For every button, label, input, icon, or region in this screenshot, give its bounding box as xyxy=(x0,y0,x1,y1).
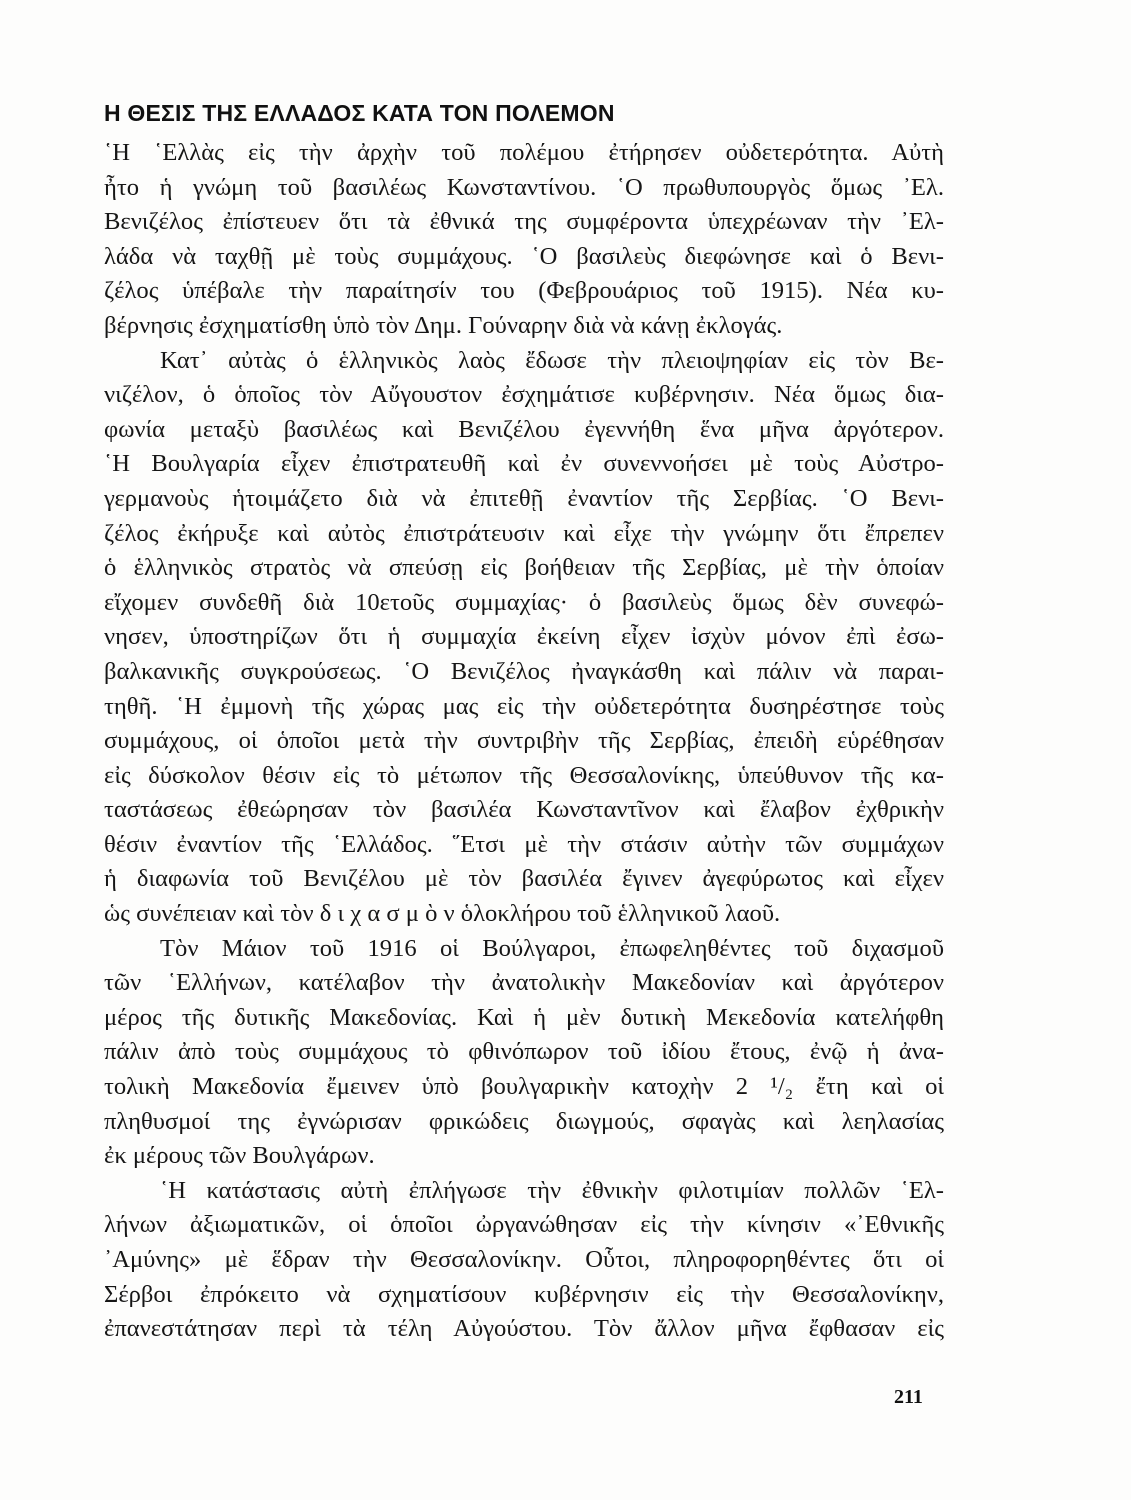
text-line: ῾Η κατάστασις αὐτὴ ἐπλήγωσε τὴν ἐθνικὴν φιλοτιμίαν πολλῶν ῾Ελ- xyxy=(160,1176,944,1204)
text-line: ἐκ μέρους τῶν Βουλγάρων. xyxy=(104,1142,375,1170)
text-line: τολικὴ Μακεδονία ἔμεινεν ὑπὸ βουλγαρικὴν κατοχὴν 2 ¹/₂ ἔτη καὶ οἱ xyxy=(104,1073,944,1101)
page-number: 211 xyxy=(894,1386,923,1408)
text-line: ἐπανεστάτησαν περὶ τὰ τέλη Αὐγούστου. Τὸν ἄλλον μῆνα ἔφθασαν εἰς xyxy=(104,1315,944,1343)
text-line: πληθυσμοί της ἐγνώρισαν φρικώδεις διωγμούς, σφαγὰς καὶ λεηλασίας xyxy=(104,1107,944,1135)
text-line: ὡς συνέπειαν καὶ τὸν δ ι χ α σ μ ὸ ν ὁλοκλήρου τοῦ ἑλληνικοῦ λαοῦ. xyxy=(104,900,781,928)
text-line: φωνία μεταξὺ βασιλέως καὶ Βενιζέλου ἐγεννήθη ἕνα μῆνα ἀργότερον. xyxy=(104,415,944,443)
text-line: ἦτο ἡ γνώμη τοῦ βασιλέως Κωνσταντίνου. ῾Ο πρωθυπουργὸς ὅμως ᾿Ελ. xyxy=(104,173,944,201)
text-line: εἴχομεν συνδεθῆ διὰ 10ετοῦς συμμαχίας· ὁ βασιλεὺς ὅμως δὲν συνεφώ- xyxy=(104,588,944,616)
body-text xyxy=(104,136,944,1347)
text-line: συμμάχους, οἱ ὁποῖοι μετὰ τὴν συντριβὴν τῆς Σερβίας, ἐπειδὴ εὑρέθησαν xyxy=(104,727,944,755)
text-line: λάδα νὰ ταχθῇ μὲ τοὺς συμμάχους. ῾Ο βασιλεὺς διεφώνησε καὶ ὁ Βενι- xyxy=(104,242,944,270)
text-line: ταστάσεως ἐθεώρησαν τὸν βασιλέα Κωνσταντῖνον καὶ ἔλαβον ἐχθρικὴν xyxy=(104,796,944,824)
section-heading: Η ΘΕΣΙΣ ΤΗΣ ΕΛΛΑΔΟΣ ΚΑΤΑ ΤΟΝ ΠΟΛΕΜΟΝ xyxy=(104,100,615,126)
text-line: ζέλος ὑπέβαλε τὴν παραίτησίν του (Φεβρουάριος τοῦ 1915). Νέα κυ- xyxy=(104,277,944,305)
text-line: Τὸν Μάιον τοῦ 1916 οἱ Βούλγαροι, ἐπωφεληθέντες τοῦ διχασμοῦ xyxy=(160,934,944,962)
text-line: βέρνησις ἐσχηματίσθη ὑπὸ τὸν Δημ. Γούναρην διὰ νὰ κάνῃ ἐκλογάς. xyxy=(104,311,783,339)
text-line: λήνων ἀξιωματικῶν, οἱ ὁποῖοι ὠργανώθησαν εἰς τὴν κίνησιν «᾿Εθνικῆς xyxy=(104,1211,944,1239)
text-line: τῶν ῾Ελλήνων, κατέλαβον τὴν ἀνατολικὴν Μακεδονίαν καὶ ἀργότερον xyxy=(104,969,944,997)
text-line: πάλιν ἀπὸ τοὺς συμμάχους τὸ φθινόπωρον τοῦ ἰδίου ἔτους, ἐνῷ ἡ ἀνα- xyxy=(104,1038,944,1066)
text-line: ὁ ἑλληνικὸς στρατὸς νὰ σπεύσῃ εἰς βοήθειαν τῆς Σερβίας, μὲ τὴν ὁποίαν xyxy=(104,554,944,582)
text-line: ῾Η ῾Ελλὰς εἰς τὴν ἀρχὴν τοῦ πολέμου ἐτήρησεν οὐδετερότητα. Αὐτὴ xyxy=(104,139,944,166)
text-line: ῾Η Βουλγαρία εἶχεν ἐπιστρατευθῆ καὶ ἐν συνεννοήσει μὲ τοὺς Αὐστρο- xyxy=(104,450,944,478)
text-line: ᾿Αμύνης» μὲ ἕδραν τὴν Θεσσαλονίκην. Οὗτοι, πληροφορηθέντες ὅτι οἱ xyxy=(104,1246,944,1273)
text-line: νησεν, ὑποστηρίζων ὅτι ἡ συμμαχία ἐκείνη εἶχεν ἰσχὺν μόνον ἐπὶ ἐσω- xyxy=(104,623,944,651)
text-line: εἰς δύσκολον θέσιν εἰς τὸ μέτωπον τῆς Θεσσαλονίκης, ὑπεύθυνον τῆς κα- xyxy=(104,761,944,789)
text-line: βαλκανικῆς συγκρούσεως. ῾Ο Βενιζέλος ἠναγκάσθη καὶ πάλιν νὰ παραι- xyxy=(104,657,944,685)
text-line: μέρος τῆς δυτικῆς Μακεδονίας. Καὶ ἡ μὲν δυτικὴ Μεκεδονία κατελήφθη xyxy=(104,1003,944,1031)
text-line: Κατ᾿ αὐτὰς ὁ ἑλληνικὸς λαὸς ἔδωσε τὴν πλειοψηφίαν εἰς τὸν Βε- xyxy=(160,346,944,374)
text-line: ζέλος ἐκήρυξε καὶ αὐτὸς ἐπιστράτευσιν καὶ εἶχε τὴν γνώμην ὅτι ἔπρεπεν xyxy=(104,519,944,547)
text-line: Σέρβοι ἐπρόκειτο νὰ σχηματίσουν κυβέρνησιν εἰς τὴν Θεσσαλονίκην, xyxy=(104,1280,944,1308)
text-line: γερμανοὺς ἡτοιμάζετο διὰ νὰ ἐπιτεθῇ ἐναντίον τῆς Σερβίας. ῾Ο Βενι- xyxy=(104,484,944,512)
text-line: Βενιζέλος ἐπίστευεν ὅτι τὰ ἐθνικά της συμφέροντα ὑπεχρέωναν τὴν ᾿Ελ- xyxy=(104,208,944,236)
text-line: ἡ διαφωνία τοῦ Βενιζέλου μὲ τὸν βασιλέα ἔγινεν ἀγεφύρωτος καὶ εἶχεν xyxy=(104,865,944,893)
text-line: τηθῆ. ῾Η ἐμμονὴ τῆς χώρας μας εἰς τὴν οὐδετερότητα δυσηρέστησε τοὺς xyxy=(104,692,944,720)
text-line: θέσιν ἐναντίον τῆς ῾Ελλάδος. ῞Ετσι μὲ τὴν στάσιν αὐτὴν τῶν συμμάχων xyxy=(104,830,944,858)
text-line: νιζέλον, ὁ ὁποῖος τὸν Αὔγουστον ἐσχημάτισε κυβέρνησιν. Νέα ὅμως δια- xyxy=(104,381,944,409)
